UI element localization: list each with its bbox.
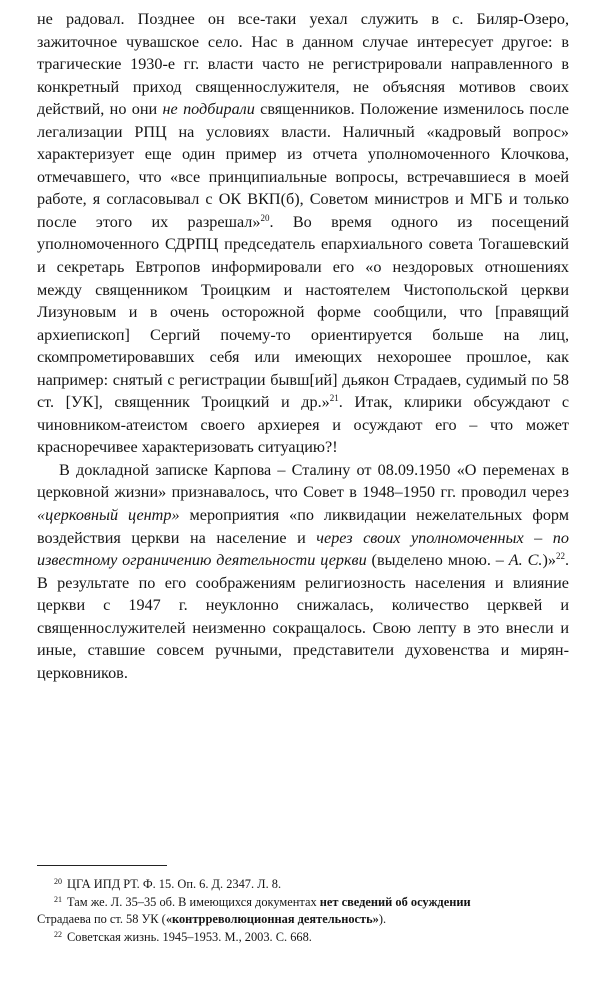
footnote-22 — [37, 929, 569, 947]
footnote-text: ). — [378, 912, 387, 926]
paragraph-2-emphasis-3: А. С. — [508, 551, 543, 570]
paragraph-2-emphasis-1: «церковный центр» — [37, 506, 180, 525]
footnote-number: 21 — [54, 894, 62, 904]
paragraph-2-part-1: В докладной записке Карпова – Сталину от 08.09.1950 «О переменах в церковной жизни» признавалось, что Совет в 1948–1950 гг. проводил через — [37, 460, 569, 502]
footnote-text-bold: «контрреволюционная деятельность» — [165, 912, 379, 926]
paragraph-2-part-2: мероприятия «по ликвидации нежелательных форм воздействия церкви на население и — [37, 506, 569, 547]
main-text — [37, 8, 569, 684]
footnote-ref-20[interactable]: 20 — [260, 212, 270, 223]
paragraph-2 — [37, 459, 569, 684]
footnote-ref-21[interactable]: 21 — [329, 393, 339, 404]
footnote-text-bold: нет сведений об осуждении — [319, 894, 471, 909]
paragraph-1-emphasis: не подбирали — [162, 100, 255, 119]
paragraph-2-part-3: (выделено мною. – — [366, 551, 509, 570]
footnote-ref-22[interactable]: 22 — [555, 551, 565, 562]
paragraph-1-part-3: . Во время одного из посещений уполномоченного СДРПЦ председатель епархиального совета Тогашевский и секретарь Евтропов информировали его «о нездоровых отношениях между священником Троицким и настоятелем Чистопольской церкви Лизуновым и в очень осторожной форме сообщили, что [правящий архиепископ] Сергий почему-то ориентируется больше на лиц, скомпрометировавших себя или имеющих нехорошее прошлое, как например: снятый с регистрации бывш[ий] дьякон Страдаев, судимый по 58 ст. [УК], священник Троицкий и др.» — [37, 212, 570, 412]
paragraph-2-part-4: )» — [542, 551, 556, 570]
footnote-text: Страдаева по ст. 58 УК ( — [37, 912, 166, 926]
footnote-divider — [37, 865, 167, 866]
footnotes — [37, 876, 569, 946]
footnote-21 — [37, 894, 569, 912]
paragraph-2-emphasis-2: через своих уполномоченных – по известному ограничению деятельности церкви — [37, 528, 569, 570]
paragraph-2-part-5: . В результате по его соображениям религиозность населения и влияние церкви с 1947 г. неуклонно снижалась, количество церквей и священнослужителей неизменно сокращалось. Свою лепту в это внесли и иные, ставшие совсем ручными, представители духовенства и мирян-церковников. — [37, 551, 569, 682]
paragraph-1-part-4: . Итак, клирики обсуждают с чиновником-атеистом своего архиерея и осуждают его – что может красноречивее характеризовать ситуацию?! — [37, 393, 570, 457]
footnote-21-continued — [37, 911, 569, 929]
footnote-text: Советская жизнь. 1945–1953. М., 2003. С. 668. — [67, 929, 312, 944]
footnote-20 — [37, 876, 569, 894]
paragraph-1-part-2: священников. Положение изменилось после легализации РПЦ на условиях власти. Наличный «кадровый вопрос» характеризует еще один пример из отчета уполномоченного Клочкова, отмечавшего, что «все принципиальные вопросы, встречавшиеся в моей работе, я согласовывал с ОК ВКП(б), Советом министров и МГБ и только после этого их разрешал» — [37, 100, 569, 231]
footnote-text: Там же. Л. 35–35 об. В имеющихся документах — [67, 894, 320, 909]
footnote-number: 22 — [54, 929, 62, 939]
paragraph-1 — [37, 8, 569, 459]
footnote-text: ЦГА ИПД РТ. Ф. 15. Оп. 6. Д. 2347. Л. 8. — [67, 877, 282, 891]
paragraph-1-part-1: не радовал. Позднее он все-таки уехал служить в с. Биляр-Озеро, зажиточное чувашское село. Нас в данном случае интересует другое: в трагические 1930-е гг. власти часто не регистрировали направленного в конкретный приход священнослужителя, не объясняя мотивов своих действий, но они — [37, 10, 569, 119]
footnote-number: 20 — [54, 877, 62, 886]
